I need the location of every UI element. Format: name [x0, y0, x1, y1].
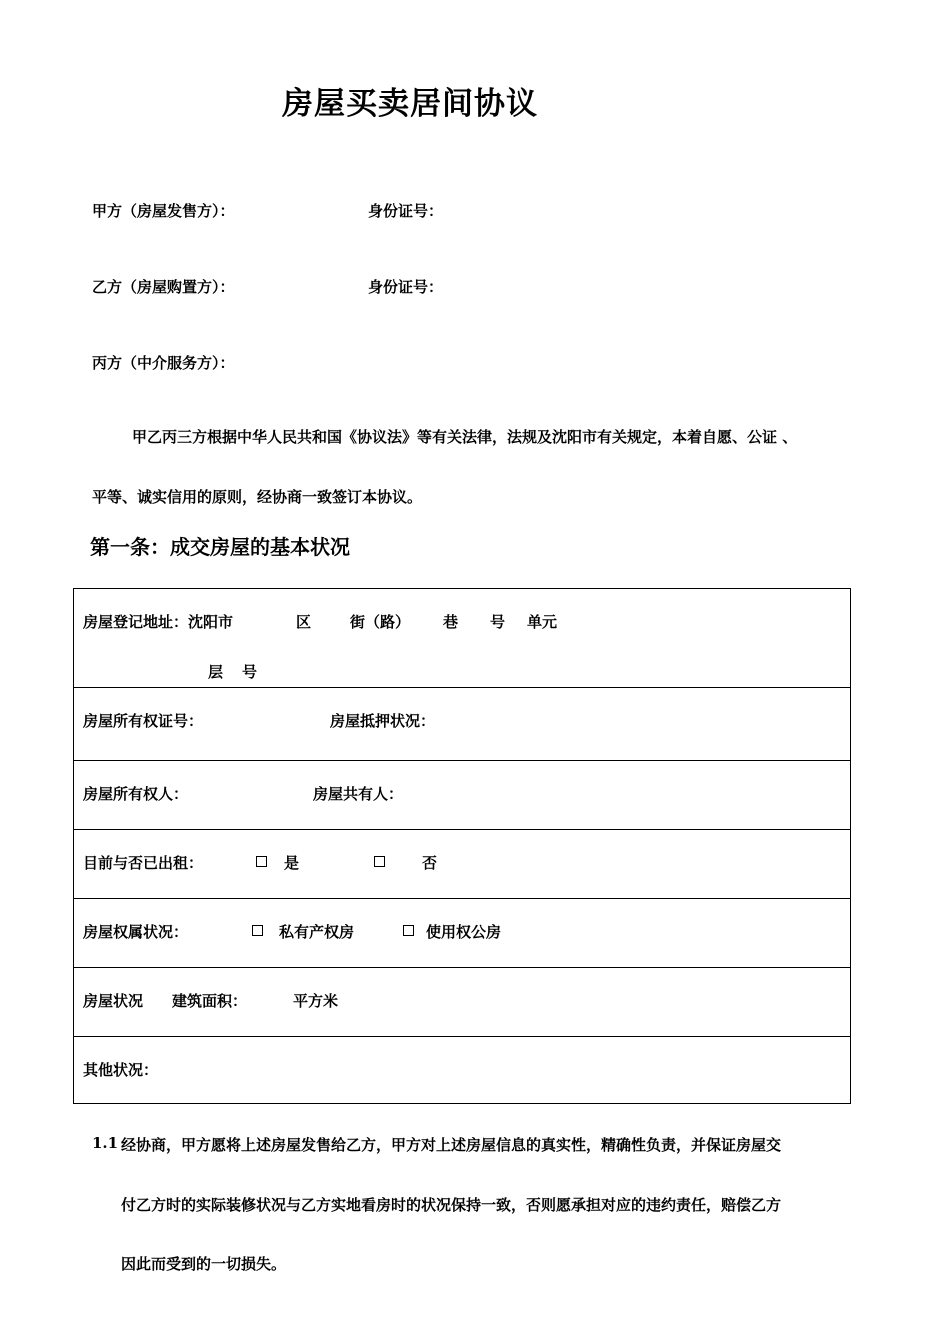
rented-yes-label: 是	[284, 854, 300, 872]
party-a-id-label: 身份证号：	[368, 202, 444, 220]
number-label: 号	[490, 613, 506, 631]
table-row-rented	[74, 830, 850, 899]
private-property-checkbox[interactable]	[252, 921, 263, 939]
lane-label: 巷	[443, 613, 459, 631]
party-c-label: 丙方（中介服务方）：	[92, 354, 235, 372]
clause-1-1-line-3: 因此而受到的一切损失。	[121, 1255, 287, 1273]
street-label: 街（路）	[350, 613, 411, 631]
room-number-label: 号	[242, 663, 258, 681]
table-row-address	[74, 589, 850, 688]
floor-label: 层	[208, 663, 224, 681]
intro-line-1: 甲乙丙三方根据中华人民共和国《协议法》等有关法律，法规及沈阳市有关规定，本着自愿、公证 、	[132, 428, 798, 446]
rented-no-checkbox[interactable]	[374, 852, 385, 870]
area-unit: 平方米	[293, 992, 339, 1010]
intro-line-2: 平等、诚实信用的原则，经协商一致签订本协议。	[92, 488, 423, 506]
clause-1-1-line-2: 付乙方时的实际装修状况与乙方实地看房时的状况保持一致，否则愿承担对应的违约责任，赔偿乙方	[121, 1196, 782, 1214]
rented-label: 目前与否已出租：	[83, 854, 204, 872]
co-owner-label: 房屋共有人：	[313, 785, 404, 803]
district-label: 区	[296, 613, 312, 631]
table-row-other	[74, 1037, 850, 1105]
condition-label: 房屋状况	[83, 992, 144, 1010]
clause-1-1-number: 1.1	[92, 1134, 119, 1152]
ownership-label: 房屋权属状况：	[83, 923, 189, 941]
property-info-table	[73, 588, 851, 1104]
other-condition-label: 其他状况：	[83, 1061, 159, 1079]
party-b-label: 乙方（房屋购置方）：	[92, 278, 235, 296]
table-row-condition	[74, 968, 850, 1037]
party-a-label: 甲方（房屋发售方）：	[92, 202, 235, 220]
public-housing-checkbox[interactable]	[403, 921, 414, 939]
address-label: 房屋登记地址：沈阳市	[83, 613, 234, 631]
section-1-title: 第一条：成交房屋的基本状况	[90, 535, 350, 559]
rented-yes-checkbox[interactable]	[256, 852, 267, 870]
party-b-id-label: 身份证号：	[368, 278, 444, 296]
public-housing-label: 使用权公房	[426, 923, 502, 941]
table-row-certificate	[74, 688, 850, 761]
certificate-label: 房屋所有权证号：	[83, 712, 204, 730]
rented-no-label: 否	[422, 854, 438, 872]
owner-label: 房屋所有权人：	[83, 785, 189, 803]
table-row-ownership	[74, 899, 850, 968]
mortgage-label: 房屋抵押状况：	[330, 712, 436, 730]
document-title: 房屋买卖居间协议	[282, 86, 538, 122]
area-label: 建筑面积：	[172, 992, 248, 1010]
unit-label: 单元	[527, 613, 558, 631]
clause-1-1-line-1: 经协商，甲方愿将上述房屋发售给乙方，甲方对上述房屋信息的真实性，精确性负责，并保证房屋交	[121, 1136, 782, 1154]
private-property-label: 私有产权房	[279, 923, 355, 941]
table-row-owner	[74, 761, 850, 830]
